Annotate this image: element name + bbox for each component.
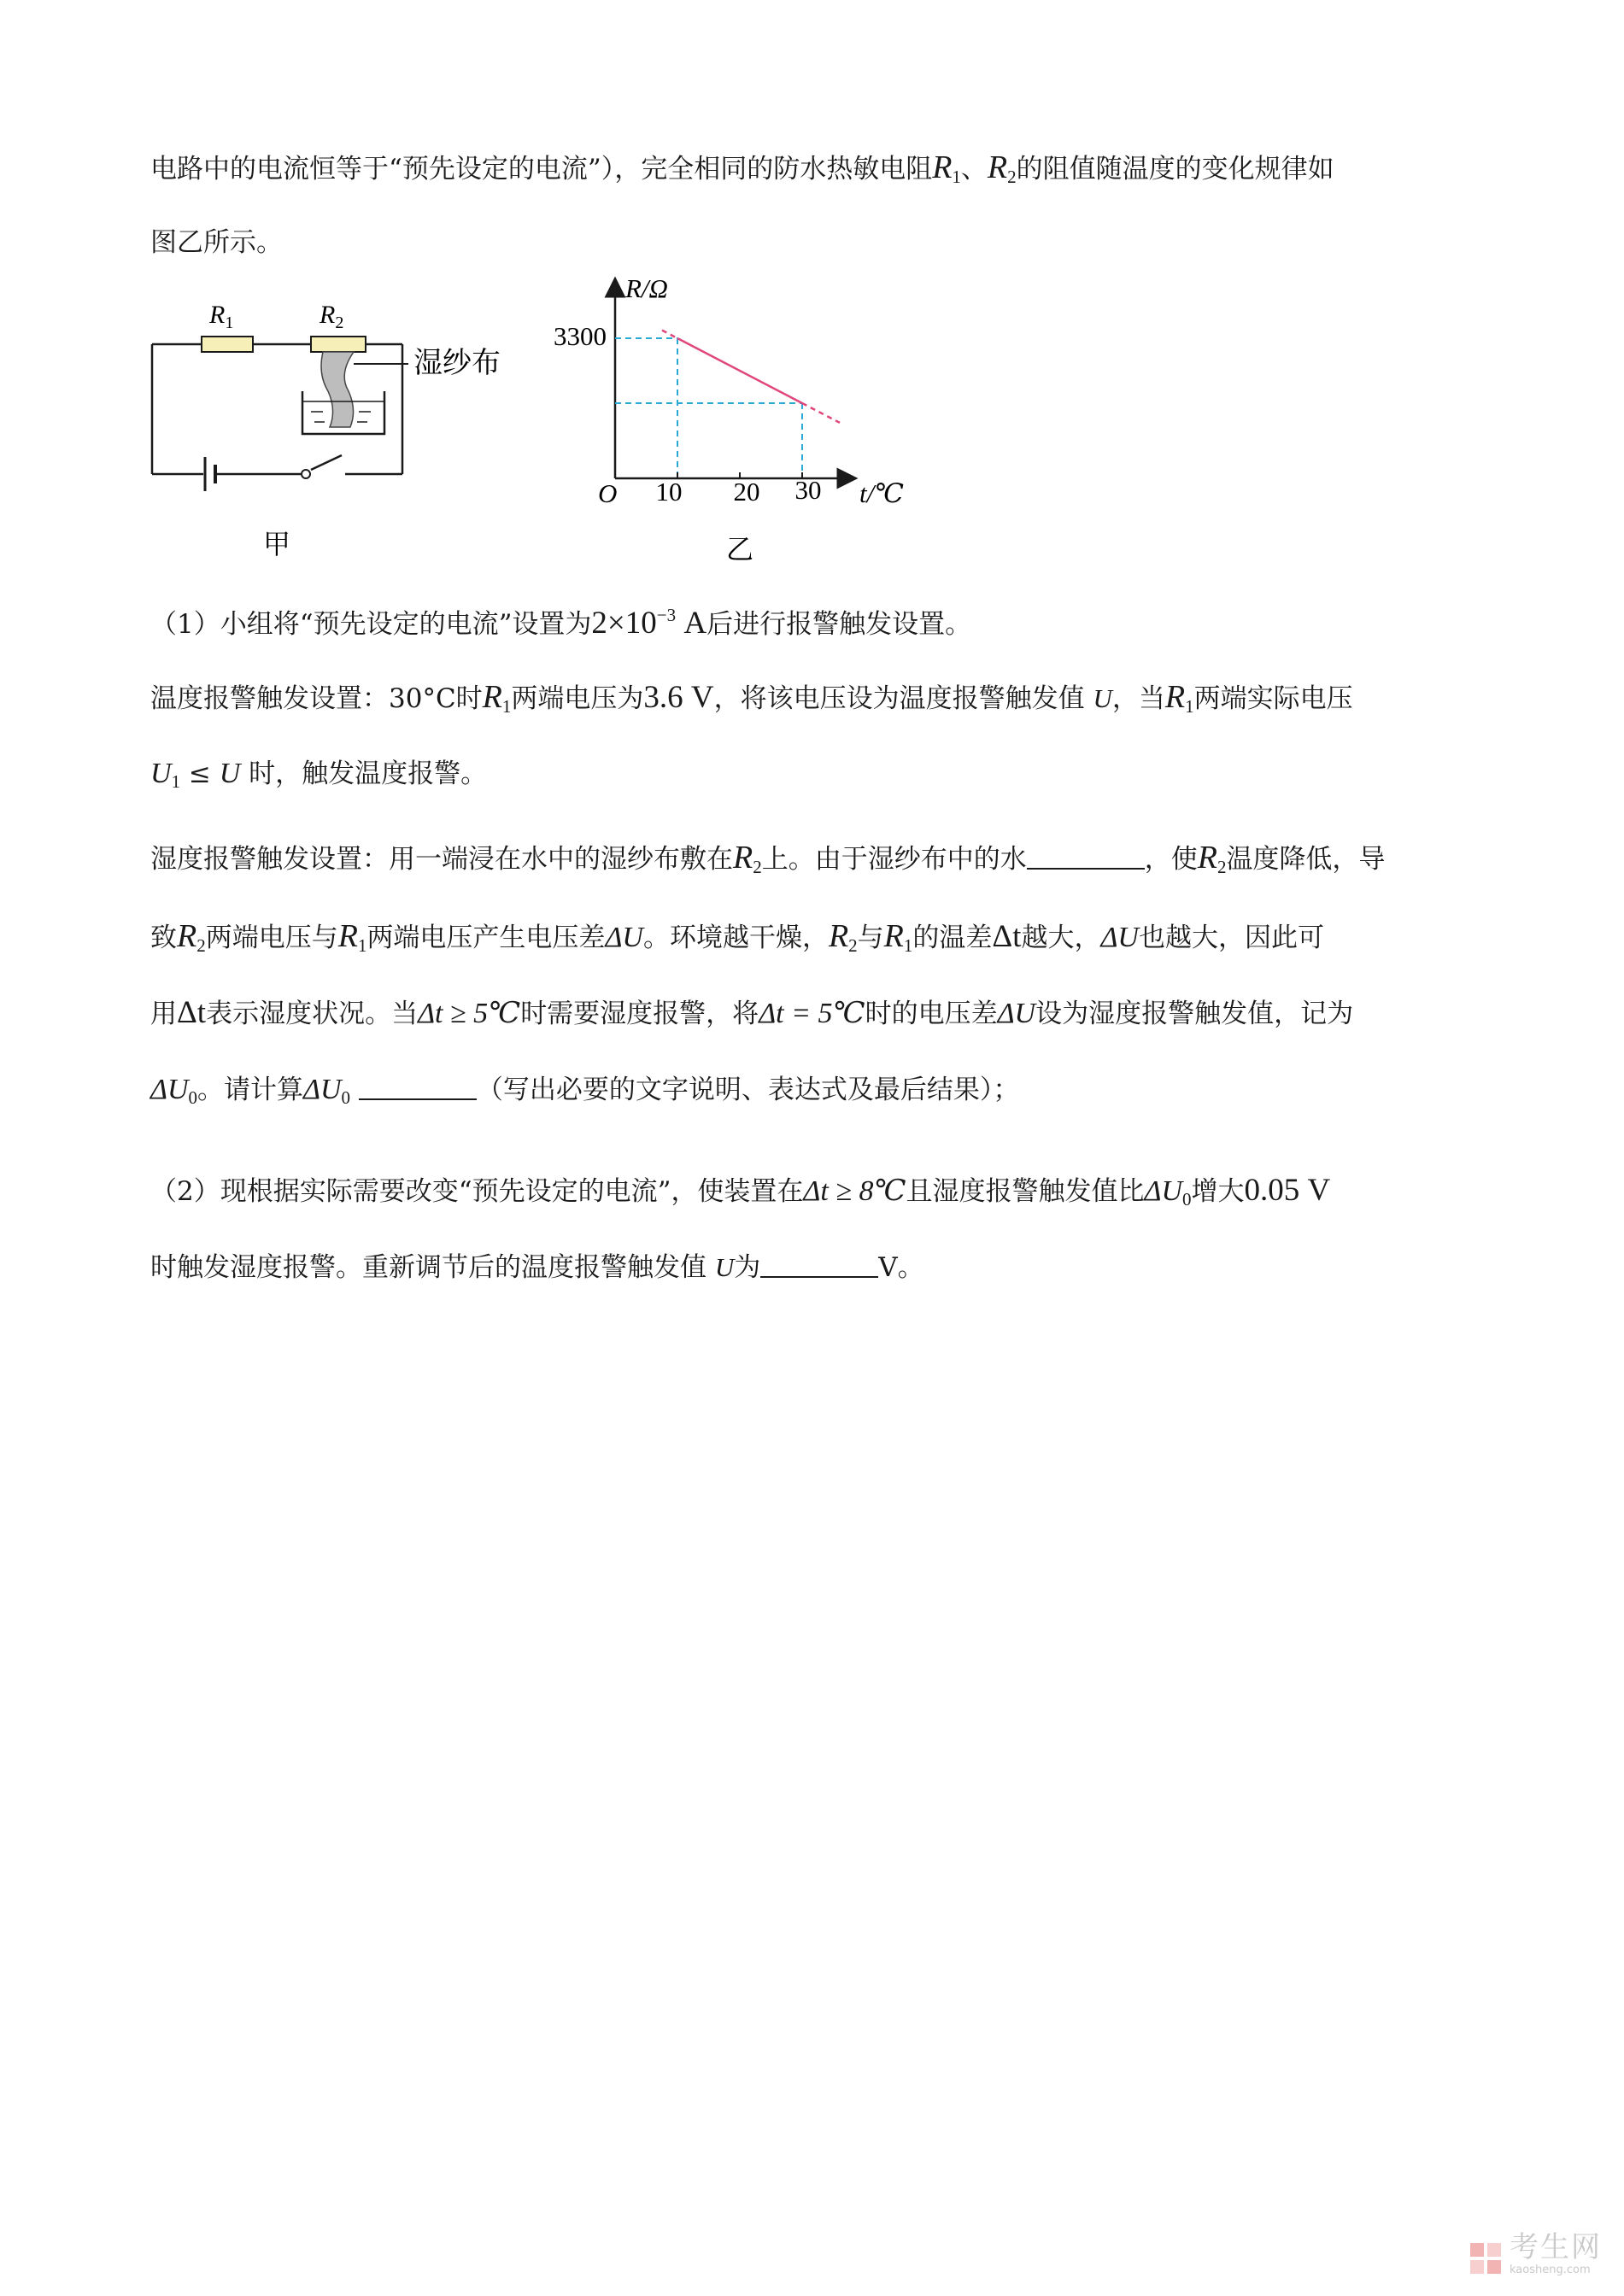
watermark-logo-icon (1469, 2241, 1503, 2276)
text-span: （2）现根据实际需要改变“预先设定的电流”，使装置在 (150, 1176, 804, 1207)
text-span: 两端电压与 (205, 922, 338, 953)
x-axis-label: t/℃ (859, 478, 904, 508)
line-extension-left (662, 331, 677, 338)
label-r1: $R_1$ (209, 301, 234, 332)
resistor-r2 (311, 337, 366, 352)
humidity-alarm-line1 (150, 840, 1385, 884)
text-span: ，当 (1111, 683, 1165, 714)
resistance-line (677, 338, 802, 403)
caption-yi: 乙 (725, 533, 754, 565)
symbol-r1: $R_1$ (337, 918, 367, 956)
text-span: 时触发湿度报警。重新调节后的温度报警触发值 (150, 1252, 706, 1283)
temp-alarm-line1 (150, 680, 1353, 723)
paragraph-intro-line2 (150, 226, 283, 260)
humidity-alarm-line2 (150, 919, 1324, 963)
question-2-line1 (150, 1174, 1330, 1216)
text-span: 与 (857, 922, 884, 953)
text-span: 两端电压产生电压差 (366, 922, 606, 953)
humidity-alarm-line3 (150, 996, 1353, 1031)
answer-blank-1[interactable] (1027, 844, 1145, 870)
symbol-r2: $R_2$ (177, 918, 206, 956)
watermark-subtext: kaosheng.com (1510, 2264, 1591, 2276)
symbol-delta-u: ΔU (1100, 922, 1139, 953)
label-r2: $R_2$ (320, 301, 344, 332)
symbol-u: U (1093, 683, 1112, 713)
figure-graph (530, 273, 931, 572)
text-span: 两端电压为 (511, 683, 644, 714)
text-span: 的阻值随温度的变化规律如 (1016, 154, 1334, 184)
symbol-delta-t: Δt (177, 995, 207, 1030)
text-span: V。 (878, 1252, 924, 1283)
label-wet-cloth: 湿纱布 (413, 346, 501, 380)
text-span: 时的电压差 (865, 999, 998, 1029)
symbol-delta-t: Δt (992, 919, 1022, 954)
symbol-u: U (714, 1252, 735, 1282)
symbol-delta-u0: $\Delta U_0$ (1144, 1175, 1192, 1210)
y-axis-label: R/Ω (625, 273, 668, 303)
symbol-r1: $R_1$ (1164, 679, 1194, 717)
symbol-delta-u: ΔU (605, 922, 643, 953)
voltage-value: 3.6 V (643, 680, 714, 715)
answer-blank-2[interactable] (359, 1075, 477, 1100)
condition-dt-eq-5: Δt = 5℃ (759, 998, 865, 1029)
text-span: 表示湿度状况。当 (206, 999, 419, 1029)
symbol-delta-u: ΔU (997, 998, 1036, 1029)
caption-jia: 甲 (262, 528, 291, 560)
switch-contact (302, 470, 310, 478)
text-span: 电路中的电流恒等于“预先设定的电流”），完全相同的防水热敏电阻 (150, 154, 933, 184)
symbol-r1: $R_1$ (482, 679, 512, 717)
origin-label: O (598, 478, 618, 508)
condition-dt-8: Δt ≥ 8℃ (803, 1175, 906, 1207)
symbol-r2: $R_2$ (987, 149, 1017, 187)
x-tick-30: 30 (794, 475, 822, 505)
paragraph-intro-line1 (150, 150, 1334, 194)
symbol-u1: $U_1$ (150, 758, 181, 792)
text-span: 致 (150, 922, 177, 953)
x-tick-20: 20 (733, 477, 760, 507)
symbol-delta-u0: $\Delta U_0$ (303, 1074, 351, 1108)
y-tick-3300: 3300 (554, 321, 607, 351)
text-span: 的温差 (912, 922, 993, 953)
answer-blank-3[interactable] (760, 1252, 878, 1278)
condition-dt-5: Δt ≥ 5℃ (418, 998, 521, 1029)
temp-alarm-line2 (150, 757, 487, 799)
symbol-r2: $R_2$ (733, 840, 762, 877)
symbol-r2: $R_2$ (1197, 840, 1227, 877)
wet-cloth (321, 352, 354, 427)
text-span: 上。由于湿纱布中的水 (761, 844, 1027, 875)
humidity-alarm-line4 (150, 1073, 1019, 1115)
text-span: ≤ (180, 758, 220, 789)
symbol-r1: $R_1$ (883, 918, 913, 956)
x-tick-10: 10 (655, 477, 683, 507)
text-span: 、 (960, 154, 988, 184)
text-span: 温度报警触发设置：30°C时 (150, 683, 483, 714)
watermark-text: 考生网 (1510, 2230, 1602, 2264)
resistor-r1 (202, 337, 253, 352)
text-span: 湿度报警触发设置：用一端浸在水中的湿纱布敷在 (150, 844, 733, 875)
symbol-u: U (219, 758, 241, 789)
question-1-line (150, 598, 971, 641)
text-span: 时需要湿度报警，将 (520, 999, 759, 1029)
text-span: 温度降低，导 (1226, 844, 1386, 875)
figure-circuit (144, 290, 501, 564)
question-2-line2 (150, 1250, 924, 1285)
text-span: 图乙所示。 (150, 227, 283, 258)
text-span: 两端实际电压 (1193, 683, 1353, 714)
text-span: 时，触发温度报警。 (240, 758, 488, 789)
text-span: 且湿度报警触发值比 (906, 1176, 1145, 1207)
text-span: ，使 (1144, 844, 1198, 875)
line-extension-right (802, 403, 840, 423)
text-span: 。环境越干燥， (642, 922, 829, 953)
text-span: 设为湿度报警触发值，记为 (1035, 999, 1354, 1029)
text-span: 为 (734, 1252, 761, 1283)
text-span: （1）小组将“预先设定的电流”设置为 (150, 609, 592, 640)
text-span: 越大， (1021, 922, 1101, 953)
symbol-r2: $R_2$ (828, 918, 858, 956)
current-value: $2\times 10^{-3}$ A (591, 605, 707, 641)
text-span: 后进行报警触发设置。 (706, 609, 972, 640)
voltage-increase-value: 0.05 V (1244, 1173, 1331, 1208)
text-span: 。请计算 (197, 1075, 304, 1105)
text-span: 也越大，因此可 (1138, 922, 1324, 953)
text-span: 增大 (1191, 1176, 1245, 1207)
site-watermark (1469, 2230, 1602, 2276)
text-span: （写出必要的文字说明、表达式及最后结果）； (476, 1075, 1020, 1105)
text-span: 用 (150, 999, 177, 1029)
symbol-r1: $R_1$ (932, 149, 961, 187)
text-span: ，将该电压设为温度报警触发值 (713, 683, 1085, 714)
symbol-delta-u0: $\Delta U_0$ (150, 1074, 198, 1108)
